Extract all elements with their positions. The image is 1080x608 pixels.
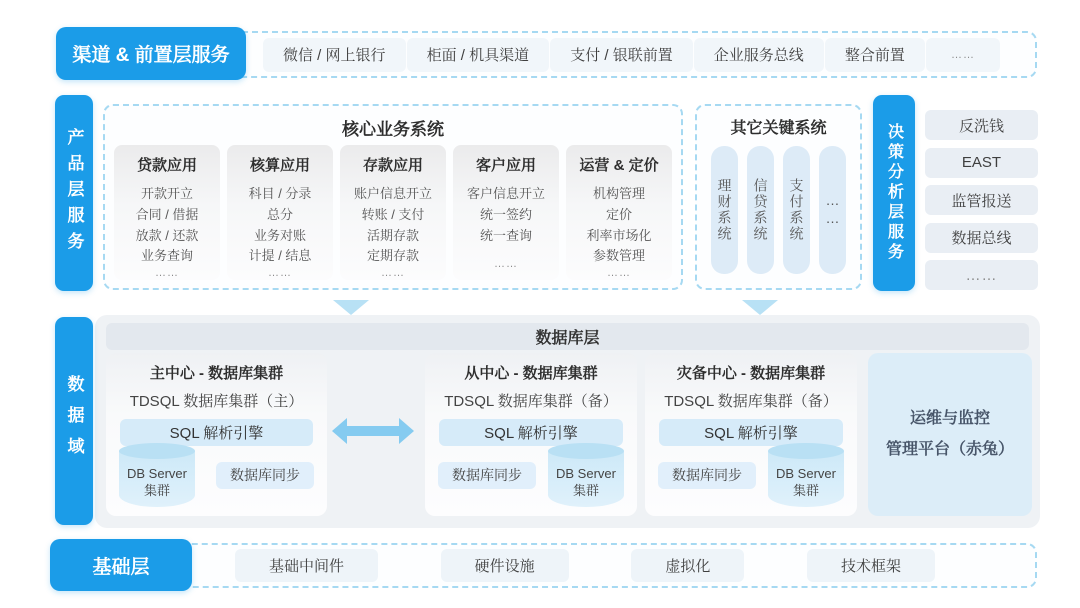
db-sync-pill: 数据库同步 bbox=[216, 462, 314, 489]
base-item-middleware: 基础中间件 bbox=[235, 549, 378, 582]
sql-engine-pill: SQL 解析引擎 bbox=[439, 419, 623, 446]
base-layer-label: 基础层 bbox=[50, 539, 192, 591]
ops-panel-line2: 管理平台（赤兔） bbox=[885, 440, 1014, 458]
core-systems-title: 核心业务系统 bbox=[342, 120, 444, 139]
app-card-header: 存款应用 bbox=[362, 157, 423, 174]
sync-arrow-icon bbox=[332, 418, 414, 444]
cluster-subtitle: TDSQL 数据库集群（备） bbox=[444, 393, 618, 410]
other-system-more: …… bbox=[819, 146, 846, 274]
app-card-item: 客户信息开立 bbox=[466, 186, 545, 201]
app-card-item: 机构管理 bbox=[592, 186, 645, 201]
app-card-item: 定价 bbox=[605, 206, 632, 222]
disaster-recovery-cluster bbox=[645, 353, 857, 516]
channel-layer-label: 渠道 & 前置层服务 bbox=[56, 27, 246, 80]
app-card-header: 核算应用 bbox=[249, 157, 310, 174]
decision-item-list bbox=[925, 110, 1038, 290]
cluster-subtitle: TDSQL 数据库集群（主） bbox=[129, 393, 304, 410]
app-card-accounting bbox=[227, 145, 333, 280]
app-card-customer bbox=[453, 145, 559, 280]
db-server-line2: 集群 bbox=[572, 483, 599, 498]
app-card-item: 账户信息开立 bbox=[353, 186, 432, 201]
arrow-bar bbox=[344, 426, 402, 436]
app-card-deposit bbox=[340, 145, 446, 280]
ops-panel-line1: 运维与监控 bbox=[909, 410, 990, 428]
other-key-systems-box bbox=[695, 104, 862, 290]
sql-engine-pill: SQL 解析引擎 bbox=[120, 419, 313, 446]
db-server-line2: 集群 bbox=[143, 483, 170, 498]
db-server-cluster bbox=[768, 451, 844, 507]
base-item-hardware: 硬件设施 bbox=[441, 549, 569, 582]
app-card-item: 转账 / 支付 bbox=[361, 206, 425, 222]
app-card-more: …… bbox=[607, 267, 631, 280]
app-card-more: …… bbox=[494, 258, 518, 270]
app-card-header: 贷款应用 bbox=[136, 157, 197, 174]
database-cylinder-icon bbox=[548, 443, 624, 507]
cluster-bottom-row bbox=[658, 443, 844, 507]
db-server-line1: DB Server bbox=[776, 466, 836, 482]
cluster-subtitle: TDSQL 数据库集群（备） bbox=[664, 393, 838, 410]
down-arrow-icon bbox=[742, 300, 778, 315]
app-card-item: 业务对账 bbox=[253, 227, 306, 243]
arrow-head-right bbox=[399, 418, 414, 444]
other-system-wealth: 理财系统 bbox=[711, 146, 738, 274]
decision-item-aml: 反洗钱 bbox=[925, 110, 1038, 140]
db-server-cluster bbox=[119, 451, 195, 507]
app-card-item: 总分 bbox=[266, 206, 293, 222]
app-card-more: …… bbox=[155, 267, 179, 280]
data-domain-panel bbox=[95, 315, 1040, 528]
cylinder-top bbox=[768, 443, 844, 459]
app-card-operation-pricing bbox=[566, 145, 672, 280]
app-card-header: 客户应用 bbox=[475, 157, 536, 174]
app-card-header: 运营 & 定价 bbox=[579, 157, 659, 174]
channel-item-counter: 柜面 / 机具渠道 bbox=[407, 38, 550, 72]
decision-item-data-bus: 数据总线 bbox=[925, 223, 1038, 253]
channel-item-payment-unionpay: 支付 / 银联前置 bbox=[550, 38, 693, 72]
cylinder-top bbox=[548, 443, 624, 459]
other-key-systems-title: 其它关键系统 bbox=[730, 120, 827, 137]
down-arrow-icon bbox=[333, 300, 369, 315]
cluster-header: 主中心 - 数据库集群 bbox=[149, 365, 284, 382]
cluster-bottom-row bbox=[438, 443, 624, 507]
channel-item-wechat-ebank: 微信 / 网上银行 bbox=[263, 38, 406, 72]
decision-item-more: …… bbox=[925, 260, 1038, 290]
secondary-center-cluster bbox=[425, 353, 637, 516]
app-card-more: …… bbox=[268, 267, 292, 280]
app-card-item: 活期存款 bbox=[366, 227, 419, 243]
db-server-line1: DB Server bbox=[127, 466, 187, 482]
app-card-item: 放款 / 还款 bbox=[135, 227, 199, 243]
primary-center-cluster bbox=[106, 353, 327, 516]
other-system-payment: 支付系统 bbox=[783, 146, 810, 274]
other-system-credit: 信贷系统 bbox=[747, 146, 774, 274]
db-server-line1: DB Server bbox=[556, 466, 616, 482]
db-server-cluster bbox=[548, 451, 624, 507]
app-card-item: 合同 / 借据 bbox=[135, 206, 199, 222]
database-cylinder-icon bbox=[119, 443, 195, 507]
ops-monitoring-panel bbox=[868, 353, 1032, 516]
sql-engine-pill: SQL 解析引擎 bbox=[659, 419, 843, 446]
app-card-item: 业务查询 bbox=[140, 248, 193, 264]
cluster-header: 灾备中心 - 数据库集群 bbox=[676, 365, 826, 382]
decision-item-east: EAST bbox=[925, 148, 1038, 178]
db-sync-pill: 数据库同步 bbox=[658, 462, 756, 489]
cluster-header: 从中心 - 数据库集群 bbox=[464, 365, 598, 382]
core-systems-box bbox=[103, 104, 683, 290]
other-key-systems-list bbox=[697, 146, 860, 274]
app-card-item: 利率市场化 bbox=[586, 227, 652, 243]
channel-item-integration: 整合前置 bbox=[825, 38, 925, 72]
channel-item-more: …… bbox=[926, 38, 1000, 72]
database-cylinder-icon bbox=[768, 443, 844, 507]
cluster-bottom-row bbox=[119, 443, 314, 507]
app-card-item: 参数管理 bbox=[592, 248, 645, 264]
base-item-list bbox=[235, 549, 935, 582]
app-card-item: 计提 / 结息 bbox=[248, 248, 312, 264]
product-layer-label: 产品层服务 bbox=[55, 95, 93, 291]
decision-layer-label: 决策分析层服务 bbox=[873, 95, 915, 291]
app-card-more: …… bbox=[381, 267, 405, 280]
db-server-line2: 集群 bbox=[792, 483, 819, 498]
app-card-item: 统一签约 bbox=[479, 206, 532, 222]
core-systems-columns bbox=[114, 145, 672, 280]
app-card-item: 开款开立 bbox=[140, 186, 193, 201]
data-domain-label: 数据域 bbox=[55, 317, 93, 525]
db-sync-pill: 数据库同步 bbox=[438, 462, 536, 489]
base-item-tech-framework: 技术框架 bbox=[807, 549, 935, 582]
channel-item-esb: 企业服务总线 bbox=[694, 38, 824, 72]
decision-item-regulatory-report: 监管报送 bbox=[925, 185, 1038, 215]
app-card-item: 统一查询 bbox=[479, 227, 532, 243]
app-card-item: 定期存款 bbox=[366, 248, 419, 264]
app-card-item: 科目 / 分录 bbox=[248, 186, 312, 201]
base-item-virtualization: 虚拟化 bbox=[631, 549, 744, 582]
cylinder-top bbox=[119, 443, 195, 459]
app-card-loan bbox=[114, 145, 220, 280]
channel-item-list bbox=[263, 37, 1000, 72]
database-layer-bar: 数据库层 bbox=[106, 323, 1029, 350]
